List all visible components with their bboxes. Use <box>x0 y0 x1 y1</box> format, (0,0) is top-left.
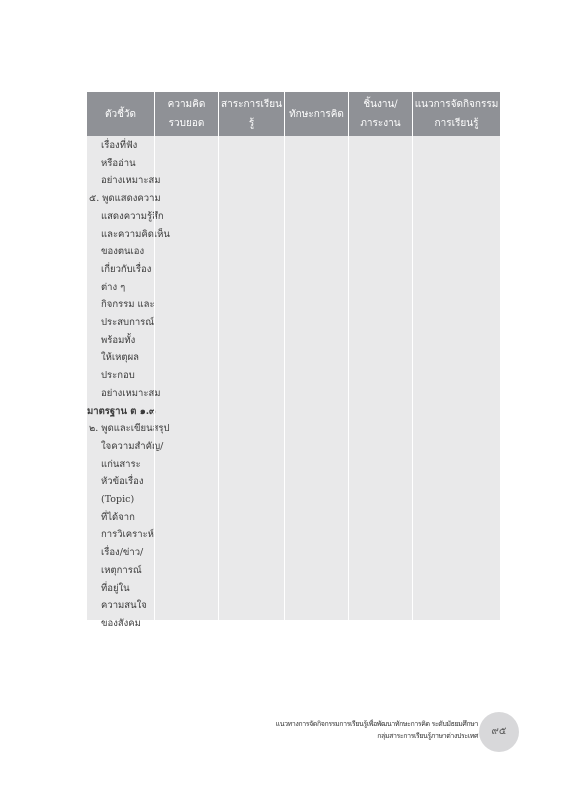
learning-activities-cell <box>412 136 500 620</box>
header-tasks: ชิ้นงาน/ ภาระงาน <box>348 92 412 136</box>
indicator-line: ๕. พูดแสดงความ <box>89 193 161 205</box>
indicator-line: ของตนเอง <box>101 246 145 258</box>
header-thinking-skills: ทักษะการคิด <box>284 92 348 136</box>
footer-line-1: แนวทางการจัดกิจกรรมการเรียนรู้เพื่อพัฒนาทักษะการคิด ระดับมัธยมศึกษา <box>275 720 478 728</box>
indicator-line: หัวข้อเรื่อง <box>101 476 144 488</box>
indicator-line: มาตรฐาน ต ๑.๓ <box>87 405 156 417</box>
thinking-skills-cell <box>284 136 348 620</box>
indicator-line: แก่นสาระ <box>101 458 141 470</box>
indicator-line: ประสบการณ์ <box>101 317 155 329</box>
indicator-line: ประกอบ <box>101 370 135 382</box>
page-footer <box>250 718 478 742</box>
indicator-line: อย่างเหมาะสม <box>101 175 161 187</box>
indicator-line: ใจความสำคัญ/ <box>101 440 164 452</box>
indicator-line: แสดงความรู้สึก <box>101 210 164 222</box>
indicator-line: ที่ได้จาก <box>101 511 135 523</box>
indicators-cell <box>87 136 170 629</box>
indicator-line: อย่างเหมาะสม <box>101 387 161 399</box>
indicator-line: เรื่อง/ข่าว/ <box>101 547 144 559</box>
indicator-line: หรืออ่าน <box>101 157 136 169</box>
concepts-cell <box>154 136 218 620</box>
indicator-line: ๒. พูดและเขียนสรุป <box>89 423 170 435</box>
footer-line-2: กลุ่มสาระการเรียนรู้ภาษาต่างประเทศ <box>377 732 478 740</box>
header-indicators: ตัวชี้วัด <box>104 108 136 120</box>
table-body <box>87 136 500 629</box>
indicator-line: (Topic) <box>101 494 135 506</box>
header-concepts: ความคิด รวบยอด <box>154 92 218 136</box>
indicator-line: เรื่องที่ฟัง <box>101 140 138 151</box>
indicator-line: ให้เหตุผล <box>101 352 139 364</box>
learning-content-cell <box>218 136 284 620</box>
indicator-line: และความคิดเห็น <box>101 228 170 240</box>
indicator-line: เหตุการณ์ <box>101 564 142 576</box>
indicator-line: ต่าง ๆ <box>101 281 126 293</box>
indicator-line: เกี่ยวกับเรื่อง <box>101 263 152 275</box>
curriculum-table <box>87 92 500 629</box>
header-learning-content: สาระการเรียนรู้ <box>218 92 284 136</box>
indicator-line: การวิเคราะห์ <box>101 529 154 541</box>
header-learning-activities: แนวการจัดกิจกรรม การเรียนรู้ <box>412 92 500 136</box>
indicator-line: กิจกรรม และ <box>101 299 155 311</box>
indicator-line: ความสนใจ <box>101 600 147 612</box>
table-header <box>87 92 500 136</box>
indicator-line: ของสังคม <box>101 617 141 629</box>
indicator-line: ที่อยู่ใน <box>101 582 130 594</box>
page-number: ๙๕ <box>479 712 519 752</box>
tasks-cell <box>348 136 412 620</box>
indicator-line: พร้อมทั้ง <box>101 334 136 346</box>
